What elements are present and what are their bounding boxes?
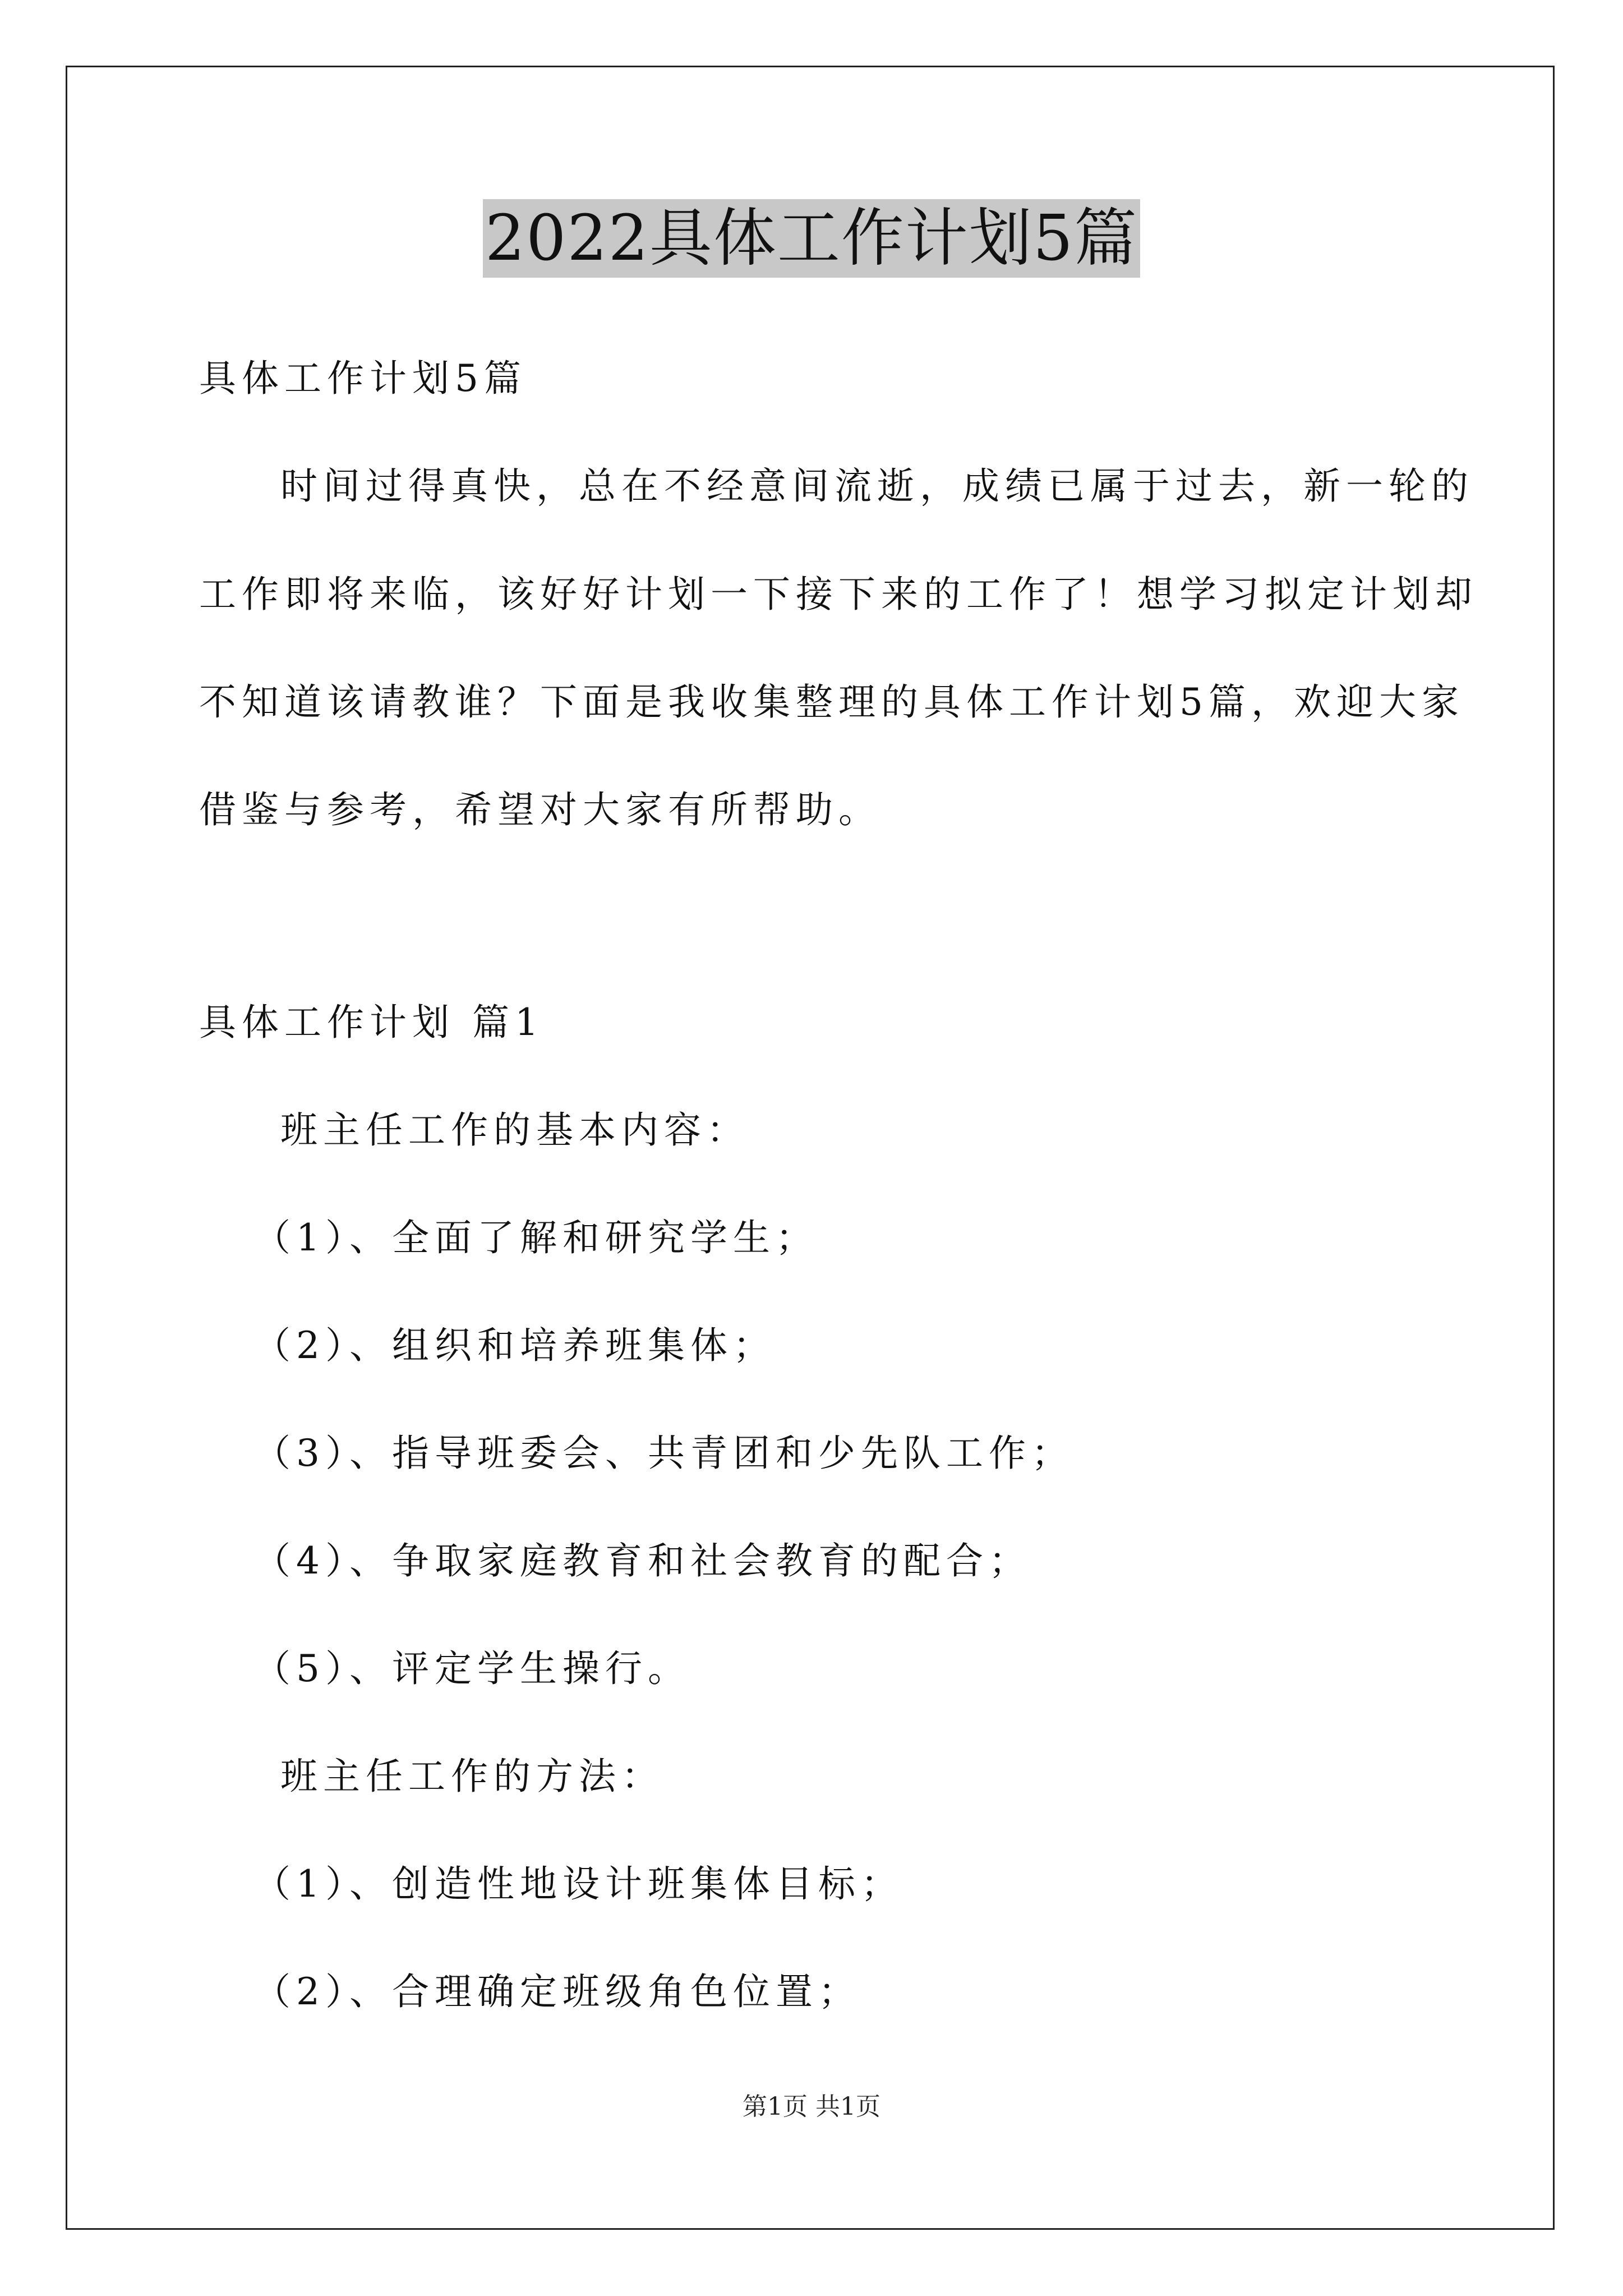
section-heading: 具体工作计划 篇1 [199, 1001, 544, 1044]
intro-line-3: 不知道该请教谁？下面是我收集整理的具体工作计划5篇，欢迎大家 [199, 680, 1464, 724]
intro-line-2: 工作即将来临，该好好计划一下接下来的工作了！想学习拟定计划却 [199, 573, 1478, 616]
methods-item-1: （1）、创造性地设计班集体目标； [253, 1862, 903, 1906]
title-container [0, 199, 1623, 278]
methods-heading: 班主任工作的方法： [280, 1755, 664, 1798]
methods-item-2: （2）、合理确定班级角色位置； [253, 1970, 861, 2013]
basic-content-item-5: （5）、评定学生操行。 [253, 1647, 690, 1690]
page-footer: 第1页 共1页 [743, 2092, 880, 2121]
basic-content-heading: 班主任工作的基本内容： [280, 1108, 749, 1152]
basic-content-item-3: （3）、指导班委会、共青团和少先队工作； [253, 1432, 1074, 1475]
basic-content-item-1: （1）、全面了解和研究学生； [253, 1216, 818, 1259]
document-subtitle: 具体工作计划5篇 [199, 357, 527, 400]
intro-line-4: 借鉴与参考，希望对大家有所帮助。 [199, 788, 881, 831]
document-title: 2022具体工作计划5篇 [483, 199, 1140, 278]
basic-content-item-2: （2）、组织和培养班集体； [253, 1324, 776, 1367]
intro-line-1: 时间过得真快，总在不经意间流逝，成绩已属于过去，新一轮的 [280, 464, 1474, 508]
basic-content-item-4: （4）、争取家庭教育和社会教育的配合； [253, 1539, 1031, 1582]
